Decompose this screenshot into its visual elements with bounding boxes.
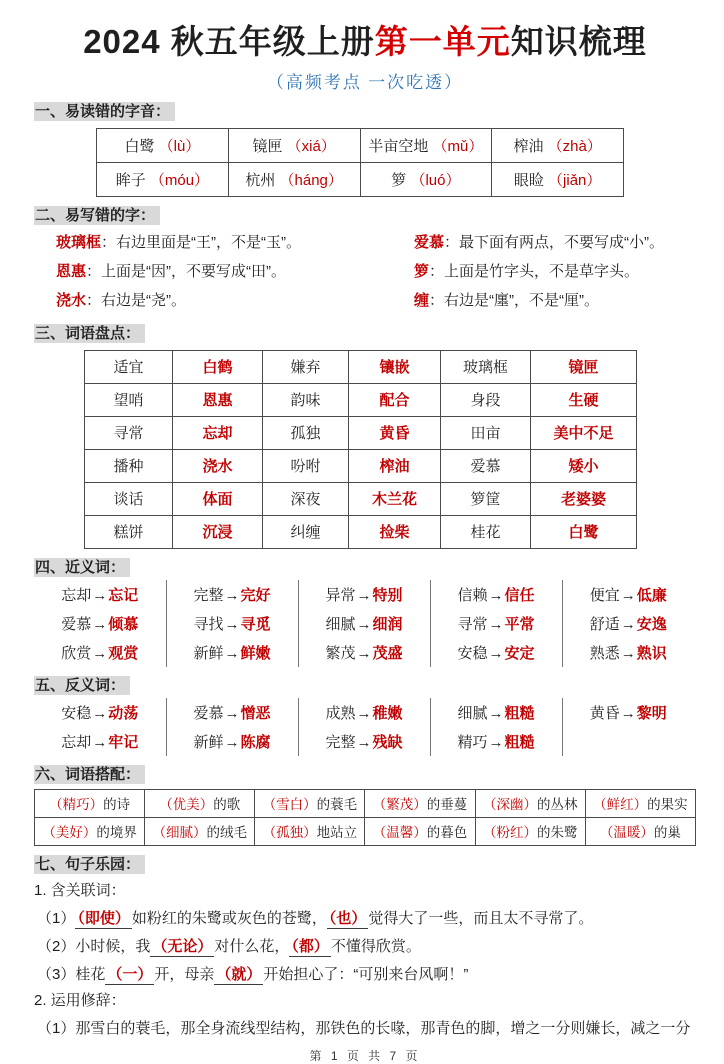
pair-from: 便宜 <box>589 586 620 604</box>
pinyin-cell <box>228 128 360 162</box>
sentence-text: 对什么花， <box>214 937 290 955</box>
antonyms-table <box>34 698 694 756</box>
miswritten-item <box>414 228 696 257</box>
section-heading-words: 三、词语盘点： <box>34 323 696 344</box>
pinyin-table <box>96 128 624 197</box>
collocation-cell <box>475 789 585 817</box>
pair-from: 欣赏 <box>61 644 92 662</box>
miswritten-item <box>56 286 414 315</box>
pair-cell <box>34 727 166 756</box>
arrow-icon: → <box>488 704 504 722</box>
section-heading-sentences: 七、句子乐园： <box>34 854 696 875</box>
pinyin-reading: （xiá） <box>282 137 336 155</box>
page-title <box>34 22 696 62</box>
pair-cell <box>34 698 166 727</box>
miswritten-desc: ：右边是“廛”，不是“厘”。 <box>429 291 599 309</box>
word-inventory-table <box>84 350 637 549</box>
collocation-bracket: （美好） <box>42 825 97 841</box>
synonyms-body <box>34 580 694 667</box>
pair-cell <box>298 698 430 727</box>
sentence-line <box>34 936 696 957</box>
word-cell: 沉浸 <box>173 515 263 548</box>
pair-cell <box>166 609 298 638</box>
word-cell: 黄昏 <box>349 416 441 449</box>
collocation-bracket: （深幽） <box>482 797 537 813</box>
word-cell: 美中不足 <box>531 416 637 449</box>
collocation-rest: 的境界 <box>96 825 137 841</box>
collocation-rest: 的暮色 <box>426 825 468 841</box>
pair-to: 安定 <box>504 644 535 662</box>
sentence-text: （1）那雪白的蓑毛，那全身流线型结构，那铁色的长喙，那青色的脚，增之一分则嫌长，减之一分 <box>37 1019 691 1037</box>
sentence-blank-answer: （也） <box>328 909 367 927</box>
miswritten-desc: ：上面是竹字头，不是草字头。 <box>429 262 640 280</box>
miswritten-term: 恩惠 <box>56 262 87 280</box>
arrow-icon: → <box>356 615 372 633</box>
word-cell: 木兰花 <box>349 482 441 515</box>
miswritten-item <box>414 286 696 315</box>
collocation-rest: 的果实 <box>647 797 688 813</box>
sentence-blank-answer: （无论） <box>152 937 213 955</box>
word-cell: 镶嵌 <box>349 350 441 383</box>
pair-to: 观赏 <box>108 644 139 662</box>
pair-from: 细腻 <box>325 615 356 633</box>
pair-from: 完整 <box>325 733 356 751</box>
collocation-rest: 的绒毛 <box>206 825 247 841</box>
collocation-row <box>35 817 696 845</box>
pair-from: 成熟 <box>325 704 356 722</box>
pair-from: 安稳 <box>61 704 92 722</box>
word-cell: 嫌弃 <box>263 350 349 383</box>
word-cell: 深夜 <box>263 482 349 515</box>
arrow-icon: → <box>224 586 240 604</box>
word-row <box>85 383 637 416</box>
word-cell: 适宜 <box>85 350 173 383</box>
arrow-icon: → <box>356 644 372 662</box>
collocation-row <box>35 789 696 817</box>
pinyin-table-body <box>97 128 624 196</box>
pair-cell <box>430 698 562 727</box>
pinyin-reading: （jiǎn） <box>543 171 602 189</box>
arrow-icon: → <box>488 615 504 633</box>
pair-to: 动荡 <box>108 704 139 722</box>
word-cell: 浇水 <box>173 449 263 482</box>
pinyin-cell <box>492 162 624 196</box>
sentence-line <box>34 908 696 929</box>
sentence-text: （2）小时候，我 <box>37 937 151 955</box>
word-cell: 箩筐 <box>441 482 531 515</box>
word-row <box>85 449 637 482</box>
pinyin-cell <box>360 162 492 196</box>
collocation-rest: 的诗 <box>103 797 131 813</box>
word-cell: 吩咐 <box>263 449 349 482</box>
word-cell: 榨油 <box>349 449 441 482</box>
pair-cell <box>298 580 430 609</box>
miswritten-term: 爱慕 <box>414 233 445 251</box>
pair-cell <box>562 609 694 638</box>
word-cell: 捡柴 <box>349 515 441 548</box>
pair-from: 忘却 <box>61 733 92 751</box>
pair-to: 茂盛 <box>372 644 403 662</box>
word-cell: 身段 <box>441 383 531 416</box>
pair-to: 稚嫩 <box>372 704 403 722</box>
pair-to: 特别 <box>372 586 403 604</box>
word-cell: 镜匣 <box>531 350 637 383</box>
collocation-bracket: （鲜红） <box>593 797 648 813</box>
word-row <box>85 515 637 548</box>
collocation-cell <box>145 817 255 845</box>
pair-to: 细润 <box>372 615 403 633</box>
arrow-icon: → <box>620 644 636 662</box>
collocation-cell <box>35 817 145 845</box>
sentence-text: 不懂得欣赏。 <box>330 937 421 955</box>
antonyms-body <box>34 698 694 756</box>
word-cell: 寻常 <box>85 416 173 449</box>
arrow-icon: → <box>356 586 372 604</box>
word-cell: 配合 <box>349 383 441 416</box>
arrow-icon: → <box>92 704 108 722</box>
word-cell: 纠缠 <box>263 515 349 548</box>
pair-from: 爱慕 <box>61 615 92 633</box>
pinyin-reading: （zhà） <box>543 137 602 155</box>
collocation-bracket: （孤独） <box>262 825 317 841</box>
word-cell: 田亩 <box>441 416 531 449</box>
miswritten-desc: ：右边里面是“王”，不是“玉”。 <box>101 233 301 251</box>
synonyms-table <box>34 580 694 667</box>
title-pre: 2024 秋五年级上册 <box>83 23 375 60</box>
page-number: 第 1 页 共 7 页 <box>309 1048 421 1063</box>
word-inventory-body <box>85 350 637 548</box>
arrow-icon: → <box>92 615 108 633</box>
word-cell: 白鹭 <box>531 515 637 548</box>
pair-to: 粗糙 <box>504 733 535 751</box>
pinyin-word: 杭州 <box>245 171 276 189</box>
pair-to: 熟识 <box>636 644 667 662</box>
arrow-icon: → <box>92 733 108 751</box>
pair-to: 倾慕 <box>108 615 139 633</box>
pair-cell <box>166 698 298 727</box>
pair-cell <box>430 609 562 638</box>
sentence-blank-answer: （一） <box>107 965 153 983</box>
sentence-text: （3）桂花 <box>37 965 106 983</box>
word-row <box>85 350 637 383</box>
word-row <box>85 482 637 515</box>
miswritten-column-1 <box>56 228 414 315</box>
collocation-bracket: （精巧） <box>49 797 104 813</box>
miswritten-column-2 <box>414 228 696 315</box>
section-heading-miswritten: 二、易写错的字： <box>34 205 696 226</box>
word-row <box>85 416 637 449</box>
page-subtitle: （高频考点 一次吃透） <box>266 72 464 92</box>
word-cell: 老婆婆 <box>531 482 637 515</box>
pair-to: 忘记 <box>108 586 139 604</box>
sentence-blank-answer: （就） <box>216 965 262 983</box>
pair-cell <box>298 727 430 756</box>
pair-to: 鲜嫩 <box>240 644 271 662</box>
sentence-group-label: 1. 含关联词： <box>34 881 126 899</box>
pair-from: 寻常 <box>457 615 488 633</box>
pair-from: 新鲜 <box>193 733 224 751</box>
collocation-cell <box>255 789 365 817</box>
arrow-icon: → <box>488 733 504 751</box>
pair-to: 安逸 <box>636 615 667 633</box>
pair-to: 粗糙 <box>504 704 535 722</box>
pair-from: 信赖 <box>457 586 488 604</box>
pair-to: 平常 <box>504 615 535 633</box>
word-cell: 播种 <box>85 449 173 482</box>
pair-cell <box>430 638 562 667</box>
pair-cell <box>562 698 694 727</box>
collocation-rest: 地站立 <box>316 825 358 841</box>
collocations-body <box>35 789 696 845</box>
collocation-cell <box>35 789 145 817</box>
pair-from: 忘却 <box>61 586 92 604</box>
pair-to: 低廉 <box>636 586 667 604</box>
pair-from: 细腻 <box>457 704 488 722</box>
pair-cell <box>430 727 562 756</box>
collocation-bracket: （繁茂） <box>372 797 427 813</box>
collocation-rest: 的朱鹭 <box>536 825 578 841</box>
word-cell: 体面 <box>173 482 263 515</box>
word-cell: 玻璃框 <box>441 350 531 383</box>
pair-cell <box>34 580 166 609</box>
pair-to: 陈腐 <box>240 733 271 751</box>
pair-cell <box>34 609 166 638</box>
sentence-text: 开，母亲 <box>154 965 215 983</box>
arrow-icon: → <box>92 644 108 662</box>
pair-cell <box>34 638 166 667</box>
word-cell: 韵味 <box>263 383 349 416</box>
arrow-icon: → <box>488 586 504 604</box>
pair-cell <box>166 727 298 756</box>
arrow-icon: → <box>356 704 372 722</box>
sentence-group-label: 2. 运用修辞： <box>34 991 126 1009</box>
title-post: 知识梳理 <box>510 23 647 60</box>
pair-row <box>34 727 694 756</box>
pinyin-reading: （luó） <box>406 171 461 189</box>
pair-cell <box>562 727 694 756</box>
pair-cell <box>298 609 430 638</box>
arrow-icon: → <box>488 644 504 662</box>
word-cell: 桂花 <box>441 515 531 548</box>
pair-from: 繁茂 <box>325 644 356 662</box>
pair-to: 寻觅 <box>240 615 271 633</box>
pair-to: 残缺 <box>372 733 403 751</box>
word-cell: 望哨 <box>85 383 173 416</box>
arrow-icon: → <box>224 704 240 722</box>
sentence-text: （1） <box>37 909 76 927</box>
pair-from: 黄昏 <box>589 704 620 722</box>
collocation-bracket: （温馨） <box>372 825 427 841</box>
word-cell: 生硬 <box>531 383 637 416</box>
miswritten-term: 浇水 <box>56 291 87 309</box>
miswritten-term: 缠 <box>414 291 430 309</box>
arrow-icon: → <box>620 615 636 633</box>
pinyin-cell <box>228 162 360 196</box>
miswritten-item <box>414 257 696 286</box>
collocation-cell <box>585 817 695 845</box>
collocation-cell <box>475 817 585 845</box>
miswritten-desc: ：右边是“尧”。 <box>86 291 187 309</box>
pair-cell <box>562 638 694 667</box>
pair-cell <box>562 580 694 609</box>
collocation-rest: 的丛林 <box>536 797 578 813</box>
miswritten-term: 箩 <box>414 262 430 280</box>
collocation-cell <box>255 817 365 845</box>
pinyin-word: 榨油 <box>513 137 544 155</box>
miswritten-desc: ：最下面有两点，不要写成“小”。 <box>444 233 665 251</box>
sentence-line <box>34 964 696 985</box>
sentence-groups <box>34 881 696 1039</box>
pair-from: 新鲜 <box>193 644 224 662</box>
sentence-text: 开始担心了：“可别来台风啊！” <box>263 965 469 983</box>
word-cell: 谈话 <box>85 482 173 515</box>
pair-cell <box>430 580 562 609</box>
miswritten-desc: ：上面是“因”，不要写成“田”。 <box>86 262 286 280</box>
pair-row <box>34 580 694 609</box>
pinyin-reading: （lù） <box>154 137 201 155</box>
pinyin-cell <box>97 162 229 196</box>
pair-to: 黎明 <box>636 704 667 722</box>
pinyin-word: 白鹭 <box>124 137 155 155</box>
pair-to: 牢记 <box>108 733 139 751</box>
pinyin-row <box>97 128 624 162</box>
pinyin-cell <box>492 128 624 162</box>
section-heading-antonyms: 五、反义词： <box>34 675 696 696</box>
collocation-cell <box>365 789 475 817</box>
pair-from: 舒适 <box>589 615 620 633</box>
pinyin-word: 眼睑 <box>513 171 544 189</box>
word-cell: 孤独 <box>263 416 349 449</box>
pair-from: 异常 <box>325 586 356 604</box>
collocation-bracket: （温暖） <box>599 825 654 841</box>
collocation-rest: 的歌 <box>213 797 241 813</box>
section-heading-synonyms: 四、近义词： <box>34 557 696 578</box>
collocation-rest: 的巢 <box>653 825 681 841</box>
collocation-bracket: （粉红） <box>482 825 537 841</box>
word-cell: 忘却 <box>173 416 263 449</box>
miswritten-item <box>56 228 414 257</box>
section-heading-collocations: 六、词语搭配： <box>34 764 696 785</box>
sentence-blank-answer: （即使） <box>77 909 130 927</box>
collocation-rest: 的蓑毛 <box>316 797 358 813</box>
pair-from: 安稳 <box>457 644 488 662</box>
pair-row <box>34 698 694 727</box>
word-cell: 白鹤 <box>173 350 263 383</box>
sentence-blank-answer: （都） <box>291 937 329 955</box>
arrow-icon: → <box>620 704 636 722</box>
arrow-icon: → <box>224 733 240 751</box>
pair-from: 熟悉 <box>589 644 620 662</box>
miswritten-term: 玻璃框 <box>56 233 102 251</box>
pair-to: 完好 <box>240 586 271 604</box>
collocation-cell <box>145 789 255 817</box>
pair-cell <box>166 638 298 667</box>
miswritten-item <box>56 257 414 286</box>
sentence-text: 觉得大了一些，而且太不寻常了。 <box>368 909 594 927</box>
pinyin-word: 半亩空地 <box>368 137 429 155</box>
pinyin-word: 箩 <box>391 171 407 189</box>
arrow-icon: → <box>224 615 240 633</box>
word-cell: 爱慕 <box>441 449 531 482</box>
sentence-text: 如粉红的朱鹭或灰色的苍鹭， <box>131 909 327 927</box>
pair-row <box>34 609 694 638</box>
collocation-cell <box>365 817 475 845</box>
pair-row <box>34 638 694 667</box>
title-highlight: 第一单元 <box>374 23 511 60</box>
pair-to: 憎恶 <box>240 704 271 722</box>
pair-cell <box>298 638 430 667</box>
collocation-rest: 的垂蔓 <box>426 797 468 813</box>
pinyin-cell <box>360 128 492 162</box>
word-cell: 恩惠 <box>173 383 263 416</box>
pair-cell <box>166 580 298 609</box>
collocations-table <box>34 789 696 846</box>
collocation-bracket: （细腻） <box>152 825 207 841</box>
pair-from: 爱慕 <box>193 704 224 722</box>
pinyin-row <box>97 162 624 196</box>
pair-from: 精巧 <box>457 733 488 751</box>
sentence-line <box>34 1018 696 1039</box>
arrow-icon: → <box>92 586 108 604</box>
pair-from: 完整 <box>193 586 224 604</box>
miswritten-columns <box>34 228 696 315</box>
section-heading-pinyin: 一、易读错的字音： <box>34 101 696 122</box>
pinyin-word: 镜匣 <box>252 137 283 155</box>
collocation-cell <box>585 789 695 817</box>
pinyin-reading: （móu） <box>145 171 210 189</box>
pair-from: 寻找 <box>193 615 224 633</box>
word-cell: 糕饼 <box>85 515 173 548</box>
arrow-icon: → <box>356 733 372 751</box>
collocation-bracket: （雪白） <box>262 797 317 813</box>
pinyin-reading: （mǔ） <box>428 137 484 155</box>
arrow-icon: → <box>224 644 240 662</box>
collocation-bracket: （优美） <box>159 797 214 813</box>
arrow-icon: → <box>620 586 636 604</box>
pinyin-cell <box>97 128 229 162</box>
word-cell: 矮小 <box>531 449 637 482</box>
pinyin-word: 眸子 <box>115 171 146 189</box>
pair-to: 信任 <box>504 586 535 604</box>
pinyin-reading: （háng） <box>275 171 343 189</box>
